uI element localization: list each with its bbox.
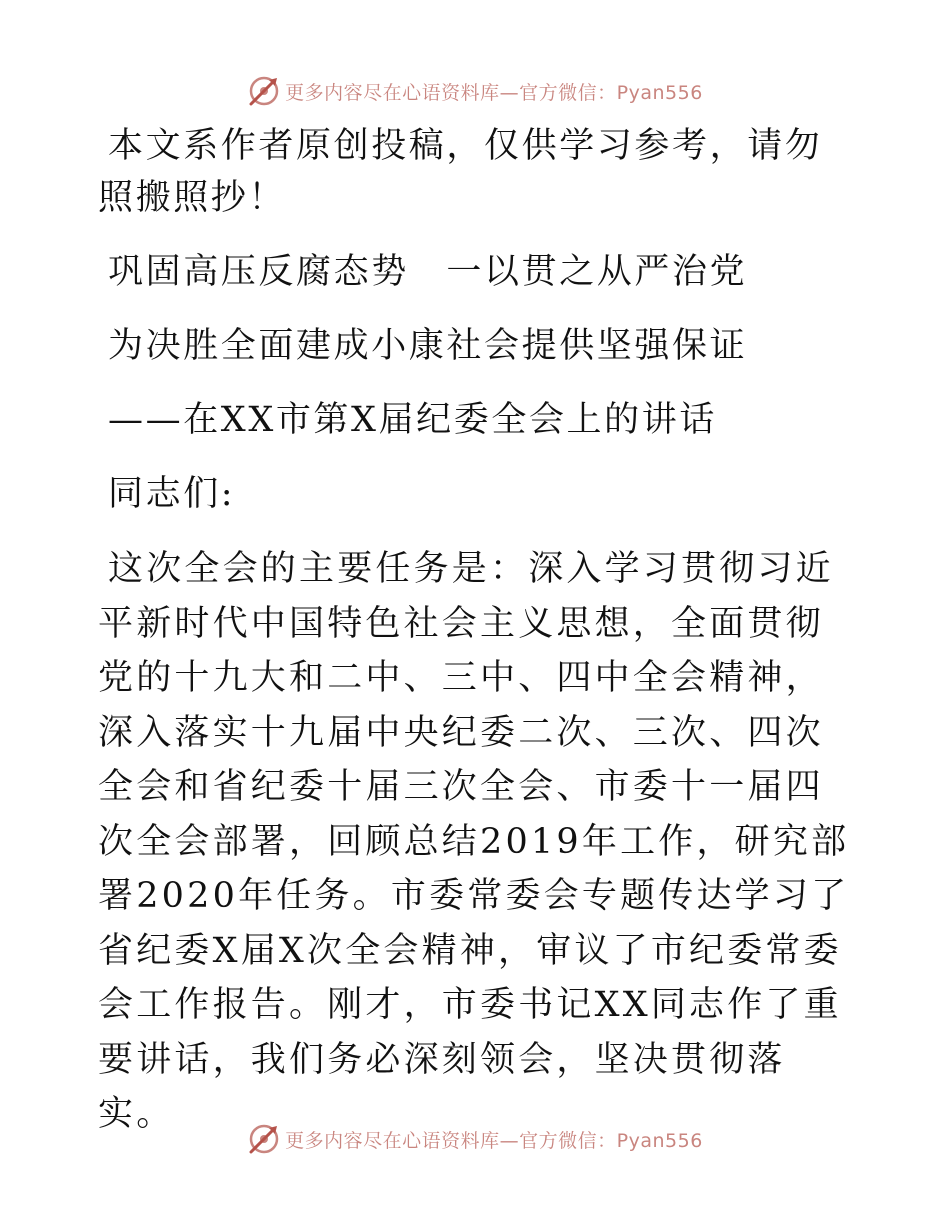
header-watermark [0, 74, 950, 108]
watermark-logo-icon [247, 1122, 281, 1156]
title-line-2: 为决胜全面建成小康社会提供坚强保证 [108, 326, 748, 366]
document-body [98, 120, 854, 1164]
footer-watermark [0, 1122, 950, 1156]
subtitle: ——在XX市第X届纪委全会上的讲话 [108, 400, 717, 440]
title-line-1: 巩固高压反腐态势 一以贯之从严治党 [108, 252, 748, 292]
salutation: 同志们: [108, 474, 236, 514]
watermark-text: 更多内容尽在心语资料库—官方微信：Pyan556 [285, 81, 703, 104]
watermark-text: 更多内容尽在心语资料库—官方微信：Pyan556 [285, 1129, 703, 1152]
body-paragraph: 这次全会的主要任务是：深入学习贯彻习近平新时代中国特色社会主义思想，全面贯彻党的十九大和二中、三中、四中全会精神，深入落实十九届中央纪委二次、三次、四次全会和省纪委十届三次全会、市委十一届四次全会部署，回顾总结2019年工作，研究部署2020年任务。市委常委会专题传达学习了省纪委X届X次全会精神，审议了市纪委常委会工作报告。刚才，市委书记XX同志作了重要讲话，我们务必深刻领会，坚决贯彻落实。 [98, 549, 850, 1134]
watermark-logo-icon [247, 74, 281, 108]
notice-paragraph: 本文系作者原创投稿，仅供学习参考，请勿照搬照抄！ [98, 126, 823, 218]
